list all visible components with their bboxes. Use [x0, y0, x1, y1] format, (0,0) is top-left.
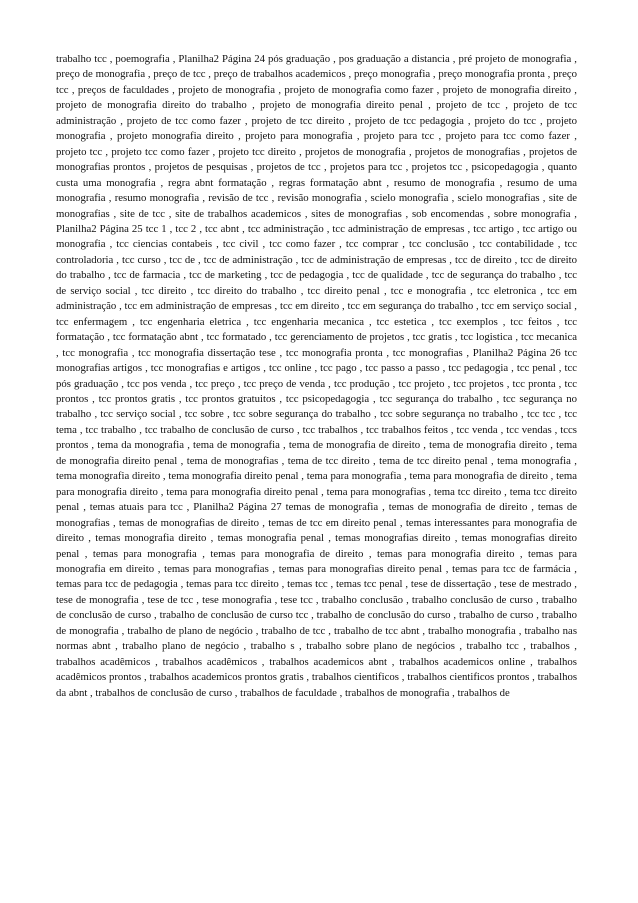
document-page: [56, 52, 577, 842]
body-text: trabalho tcc , poemografia , Planilha2 Página 24 pós graduação , pos graduação a distancia , pré projeto de monografia , preço de monografia , preço de tcc , preço de trabalhos academicos , preço monografia , preço monografia pronta , preço tcc , preços de faculdades , projeto de monografia , projeto de monografia como fazer , projeto de monografia direito , projeto de monografia direito do trabalho , projeto de monografia direito penal , projeto de tcc , projeto de tcc administração , projeto de tcc como fazer , projeto de tcc direito , projeto de tcc pedagogia , projeto do tcc , projeto monografia , projeto monografia direito , projeto para monografia , projeto para tcc , projeto para tcc como fazer , projeto tcc , projeto tcc como fazer , projeto tcc direito , projetos de monografia , projetos de monografias , projetos de monografias prontos , projetos de pesquisas , projetos de tcc , projetos para tcc , projetos tcc , psicopedagogia , quanto custa uma monografia , regra abnt formatação , regras formatação abnt , resumo de monografia , resumo de uma monografia , resumo monografia , revisão de tcc , revisão monografia , scielo monografia , scielo monografias , site de monografias , site de tcc , site de trabalhos academicos , sites de monografias , sob encomendas , sobre monografia , Planilha2 Página 25 tcc 1 , tcc 2 , tcc abnt , tcc administração , tcc administração de empresas , tcc artigo , tcc artigo ou monografia , tcc ciencias contabeis , tcc civil , tcc como fazer , tcc comprar , tcc conclusão , tcc contabilidade , tcc controladoria , tcc curso , tcc de , tcc de administração , tcc de administração de empresas , tcc de direito , tcc de direito do trabalho , tcc de farmacia , tcc de marketing , tcc de pedagogia , tcc de qualidade , tcc de segurança do trabalho , tcc de serviço social , tcc direito , tcc direito do trabalho , tcc direito penal , tcc e monografia , tcc eletronica , tcc em administração , tcc em administração de empresas , tcc em direito , tcc em segurança do trabalho , tcc em serviço social , tcc enfermagem , tcc engenharia eletrica , tcc engenharia mecanica , tcc estetica , tcc exemplos , tcc feitos , tcc formatação , tcc formatação abnt , tcc formatado , tcc gerenciamento de projetos , tcc gratis , tcc logistica , tcc mecanica , tcc monografia , tcc monografia dissertação tese , tcc monografia pronta , tcc monografias , Planilha2 Página 26 tcc monografias artigos , tcc monografias e artigos , tcc online , tcc pago , tcc passo a passo , tcc pedagogia , tcc penal , tcc pós graduação , tcc pos venda , tcc preço , tcc preço de venda , tcc produção , tcc projeto , tcc projetos , tcc pronta , tcc prontos , tcc prontos gratis , tcc prontos gratuitos , tcc psicopedagogia , tcc segurança do trabalho , tcc segurança no trabalho , tcc serviço social , tcc sobre , tcc sobre segurança do trabalho , tcc sobre segurança no trabalho , tcc tcc , tcc tema , tcc trabalho , tcc trabalho de conclusão de curso , tcc trabalhos , tcc trabalhos feitos , tcc venda , tcc vendas , tccs prontos , tema da monografia , tema de monografia , tema de monografia de direito , tema de monografia direito , tema de monografia direito penal , tema de monografias , tema de tcc direito , tema de tcc direito penal , tema monografia , tema monografia direito , tema monografia direito penal , tema para monografia , tema para monografia de direito , tema para monografia direito , tema para monografia direito penal , tema para monografias , tema tcc direito , tema tcc direito penal , temas atuais para tcc , Planilha2 Página 27 temas de monografia , temas de monografia de direito , temas de monografias , temas de monografias de direito , temas de tcc em direito penal , temas interessantes para monografia de direito , temas monografia direito , temas monografia penal , temas monografias direito , temas monografias direito penal , temas para monografia , temas para monografia de direito , temas para monografia direito , temas para monografia em direito , temas para monografias , temas para monografias direito penal , temas para tcc de farmácia , temas para tcc de pedagogia , temas para tcc direito , temas tcc , temas tcc penal , tese de dissertação , tese de mestrado , tese de monografia , tese de tcc , tese monografia , tese tcc , trabalho conclusão , trabalho conclusão de curso , trabalho de conclusão de curso , trabalho de conclusão de curso tcc , trabalho de conclusão do curso , trabalho de curso , trabalho de monografia , trabalho de plano de negócio , trabalho de tcc , trabalho de tcc abnt , trabalho monografia , trabalho nas normas abnt , trabalho plano de negócio , trabalho s , trabalho sobre plano de negócios , trabalho tcc , trabalhos , trabalhos acadêmicos , trabalhos acadêmicos , trabalhos academicos abnt , trabalhos academicos online , trabalhos acadêmicos prontos , trabalhos academicos prontos gratis , trabalhos cientificos , trabalhos cientificos prontos , trabalhos da abnt , trabalhos de conclusão de curso , trabalhos de faculdade , trabalhos de monografia , trabalhos de: [56, 53, 577, 699]
